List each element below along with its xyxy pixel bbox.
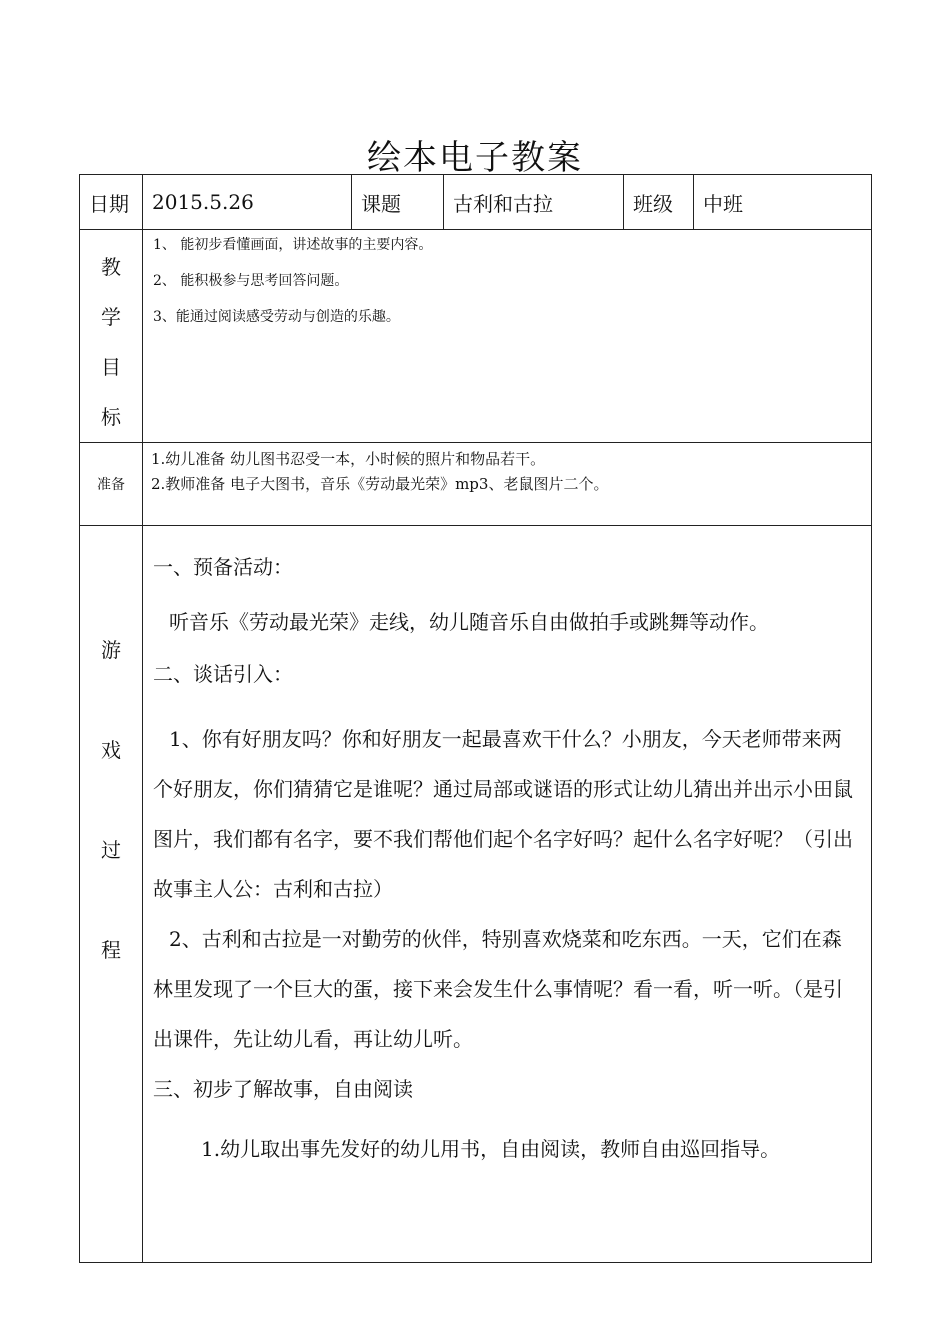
process-content	[143, 526, 872, 1263]
prep-content	[143, 443, 872, 526]
goal-item: 1、 能初步看懂画面，讲述故事的主要内容。	[153, 237, 433, 253]
section-paragraph: 1、你有好朋友吗？你和好朋友一起最喜欢干什么？小朋友，今天老师带来两个好朋友，你们猜猜它是谁呢？通过局部或谜语的形式让幼儿猜出并出示小田鼠图片，我们都有名字，要不我们帮他们起个名字好吗？起什么名字好呢？（引出故事主人公：古利和古拉）	[153, 727, 853, 901]
prep-item: 1.幼儿准备 幼儿图书忍受一本，小时候的照片和物品若干。	[151, 450, 546, 468]
section-heading: 三、初步了解故事，自由阅读	[153, 1077, 413, 1101]
goal-item: 2、 能积极参与思考回答问题。	[153, 273, 349, 289]
goals-row	[80, 230, 872, 443]
class-value: 中班	[694, 175, 872, 230]
header-row	[80, 175, 872, 230]
prep-item: 2.教师准备 电子大图书，音乐《劳动最光荣》mp3、老鼠图片二个。	[151, 475, 609, 493]
class-label: 班级	[624, 175, 694, 230]
document-title: 绘本电子教案	[367, 138, 583, 178]
date-label: 日期	[80, 175, 143, 230]
goals-label: 教 学 目 标	[80, 230, 143, 443]
section-paragraph: 1.幼儿取出事先发好的幼儿用书，自由阅读，教师自由巡回指导。	[201, 1137, 781, 1161]
topic-value: 古利和古拉	[444, 175, 624, 230]
topic-label: 课题	[352, 175, 444, 230]
section-heading: 二、谈话引入：	[153, 662, 293, 686]
process-label: 游 戏 过 程	[80, 526, 143, 1263]
section-heading: 一、预备活动：	[153, 555, 293, 579]
date-value: 2015.5.26	[143, 175, 352, 230]
process-row	[80, 526, 872, 1263]
goals-content	[143, 230, 872, 443]
lesson-plan-table	[79, 174, 872, 1263]
prep-row	[80, 443, 872, 526]
goal-item: 3、能通过阅读感受劳动与创造的乐趣。	[153, 309, 400, 325]
prep-label: 准备	[80, 443, 143, 526]
section-paragraph: 听音乐《劳动最光荣》走线，幼儿随音乐自由做拍手或跳舞等动作。	[169, 610, 769, 634]
section-paragraph: 2、古利和古拉是一对勤劳的伙伴，特别喜欢烧菜和吃东西。一天，它们在森林里发现了一个巨大的蛋，接下来会发生什么事情呢？看一看，听一听。（是引出课件，先让幼儿看，再让幼儿听。	[153, 927, 843, 1051]
